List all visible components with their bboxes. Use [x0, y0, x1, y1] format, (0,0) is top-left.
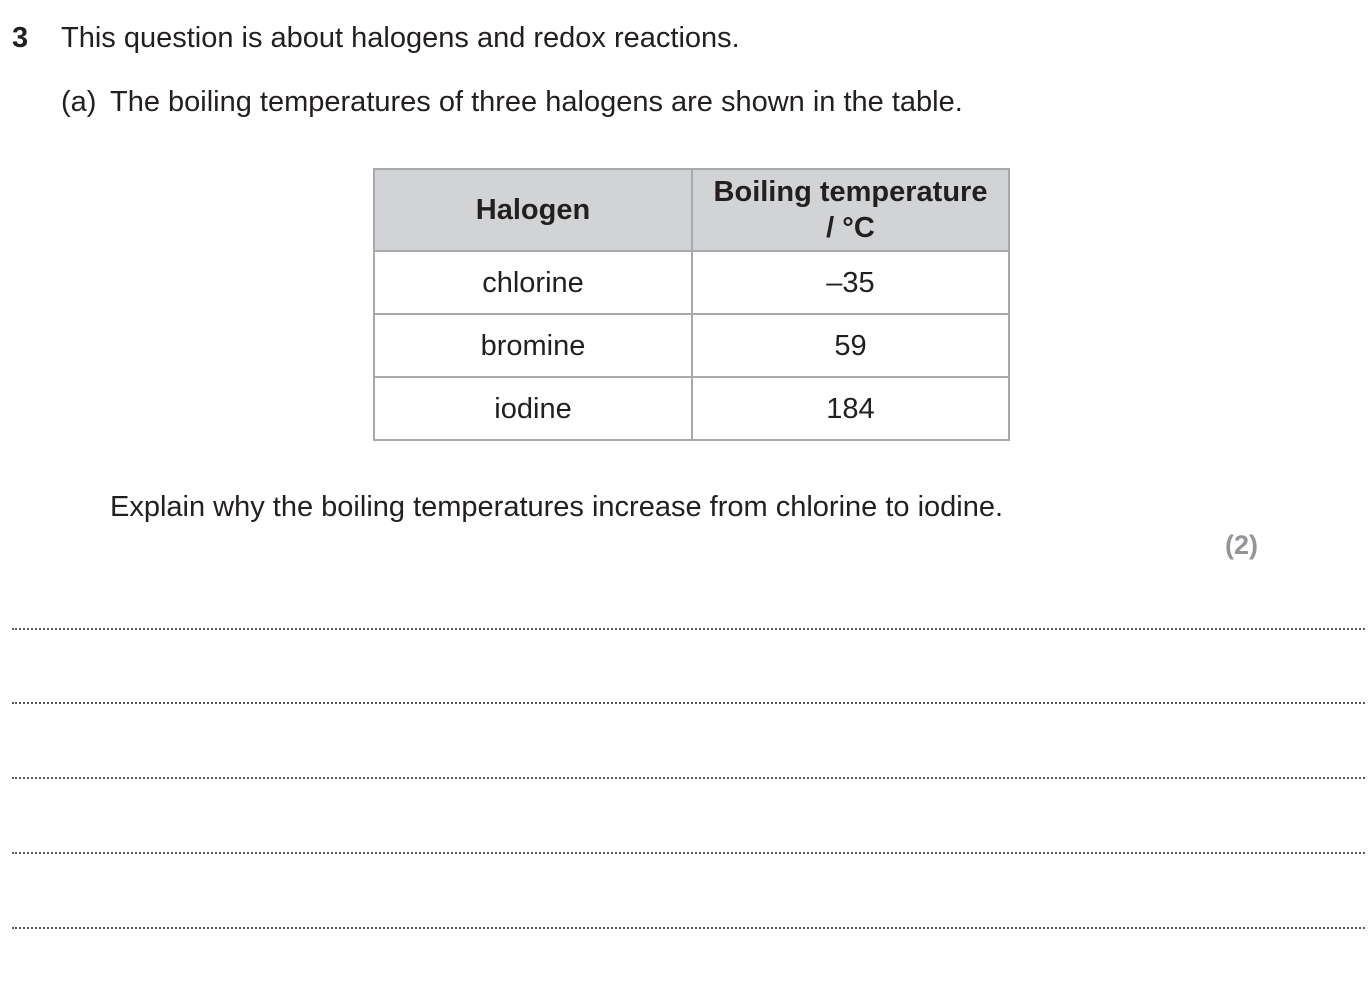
value-cell: 59: [692, 314, 1009, 377]
question-number: 3: [12, 22, 29, 54]
answer-line[interactable]: [12, 852, 1365, 854]
answer-line[interactable]: [12, 702, 1365, 704]
halogen-cell: chlorine: [374, 251, 692, 314]
table-row: [374, 251, 1009, 314]
header-boiling-temperature-label: Boiling temperature: [713, 176, 988, 208]
value-cell: 184: [692, 377, 1009, 440]
table-row: [374, 377, 1009, 440]
value-cell: –35: [692, 251, 1009, 314]
table-header-row: [374, 169, 1009, 251]
halogen-cell: bromine: [374, 314, 692, 377]
answer-line[interactable]: [12, 777, 1365, 779]
question-stem: This question is about halogens and redox reactions.: [61, 22, 740, 54]
boiling-temperature-table: [373, 168, 1010, 441]
part-label: (a): [61, 86, 97, 118]
answer-line[interactable]: [12, 927, 1365, 929]
table-row: [374, 314, 1009, 377]
answer-line[interactable]: [12, 628, 1365, 630]
header-halogen: Halogen: [374, 169, 692, 251]
header-boiling-temperature: [692, 169, 1009, 251]
question-prompt: Explain why the boiling temperatures increase from chlorine to iodine.: [110, 491, 1004, 523]
marks-indicator: (2): [1225, 530, 1258, 560]
halogen-cell: iodine: [374, 377, 692, 440]
part-intro: The boiling temperatures of three halogens are shown in the table.: [110, 86, 963, 118]
header-unit: / °C: [826, 212, 875, 244]
